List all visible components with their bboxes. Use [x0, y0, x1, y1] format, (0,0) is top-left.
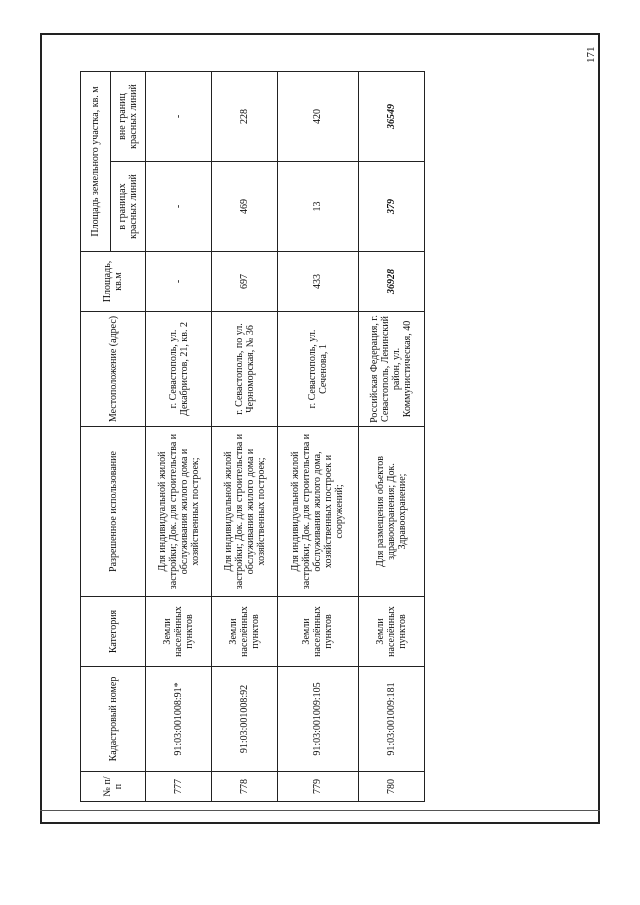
- cell-permitted-use: Для индивидуальной жилой застройки; Док. для строительства и обслуживания жилого дома и хозяйственных построек;: [146, 427, 212, 597]
- cell-outside: 420: [278, 72, 359, 162]
- header-location: Местоположение (адрес): [81, 312, 146, 427]
- cell-permitted-use: Для индивидуальной жилой застройки; Док. для строительства и обслуживания жилого дома, хозяйственных построек и сооружений;: [278, 427, 359, 597]
- cell-permitted-use: Для индивидуальной жилой застройки; Док. для строительства и обслуживания жилого дома и хозяйственных построек;: [212, 427, 278, 597]
- cell-location: г. Севастополь, ул. Декабристов, 21, кв. 2: [146, 312, 212, 427]
- cell-area: 697: [212, 252, 278, 312]
- cell-area: -: [146, 252, 212, 312]
- cell-inside: 13: [278, 162, 359, 252]
- cell-location: Российская Федерация, г. Севастополь, Ленинский район, ул. Коммунистическая, 40: [358, 312, 424, 427]
- cell-location: г. Севастополь, по ул. Черноморская, № 36: [212, 312, 278, 427]
- cell-num: 778: [212, 772, 278, 802]
- cell-num: 777: [146, 772, 212, 802]
- header-cadastral: Кадастровый номер: [81, 667, 146, 772]
- table-row: [212, 72, 278, 802]
- cell-inside: -: [146, 162, 212, 252]
- cell-permitted-use: Для размещения объектов здравоохранения; Док. Здравоохранение;: [358, 427, 424, 597]
- cell-location: г. Севастополь, ул. Сеченова, 1: [278, 312, 359, 427]
- table-row: [358, 72, 424, 802]
- cell-category: Земли населённых пунктов: [358, 597, 424, 667]
- page-number: 171: [585, 46, 597, 64]
- table-row: [278, 72, 359, 802]
- cell-category: Земли населённых пунктов: [278, 597, 359, 667]
- land-registry-table: [80, 71, 425, 802]
- header-area: Площадь, кв.м: [81, 252, 146, 312]
- header-inside-red-lines: в границах красных линий: [111, 162, 146, 252]
- table-container: [80, 72, 425, 802]
- cell-num: 779: [278, 772, 359, 802]
- cell-inside: 469: [212, 162, 278, 252]
- rotated-table: [80, 72, 425, 802]
- cell-num: 780: [358, 772, 424, 802]
- cell-category: Земли населённых пунктов: [146, 597, 212, 667]
- cell-cadastral: 91:03:001009:181: [358, 667, 424, 772]
- header-plot-area-group: Площадь земельного участка, кв. м: [81, 72, 111, 252]
- cell-cadastral: 91:03:001009:105: [278, 667, 359, 772]
- header-category: Категория: [81, 597, 146, 667]
- cell-outside: 228: [212, 72, 278, 162]
- cell-outside: 36549: [358, 72, 424, 162]
- cell-cadastral: 91:03:001008:91*: [146, 667, 212, 772]
- cell-area: 36928: [358, 252, 424, 312]
- table-row: [146, 72, 212, 802]
- cell-category: Земли населённых пунктов: [212, 597, 278, 667]
- header-outside-red-lines: вне границ красных линий: [111, 72, 146, 162]
- header-num: № п/п: [81, 772, 146, 802]
- cell-area: 433: [278, 252, 359, 312]
- header-permitted-use: Разрешенное использование: [81, 427, 146, 597]
- bottom-rule: [40, 810, 600, 811]
- cell-inside: 379: [358, 162, 424, 252]
- cell-cadastral: 91:03:001008:92: [212, 667, 278, 772]
- cell-outside: -: [146, 72, 212, 162]
